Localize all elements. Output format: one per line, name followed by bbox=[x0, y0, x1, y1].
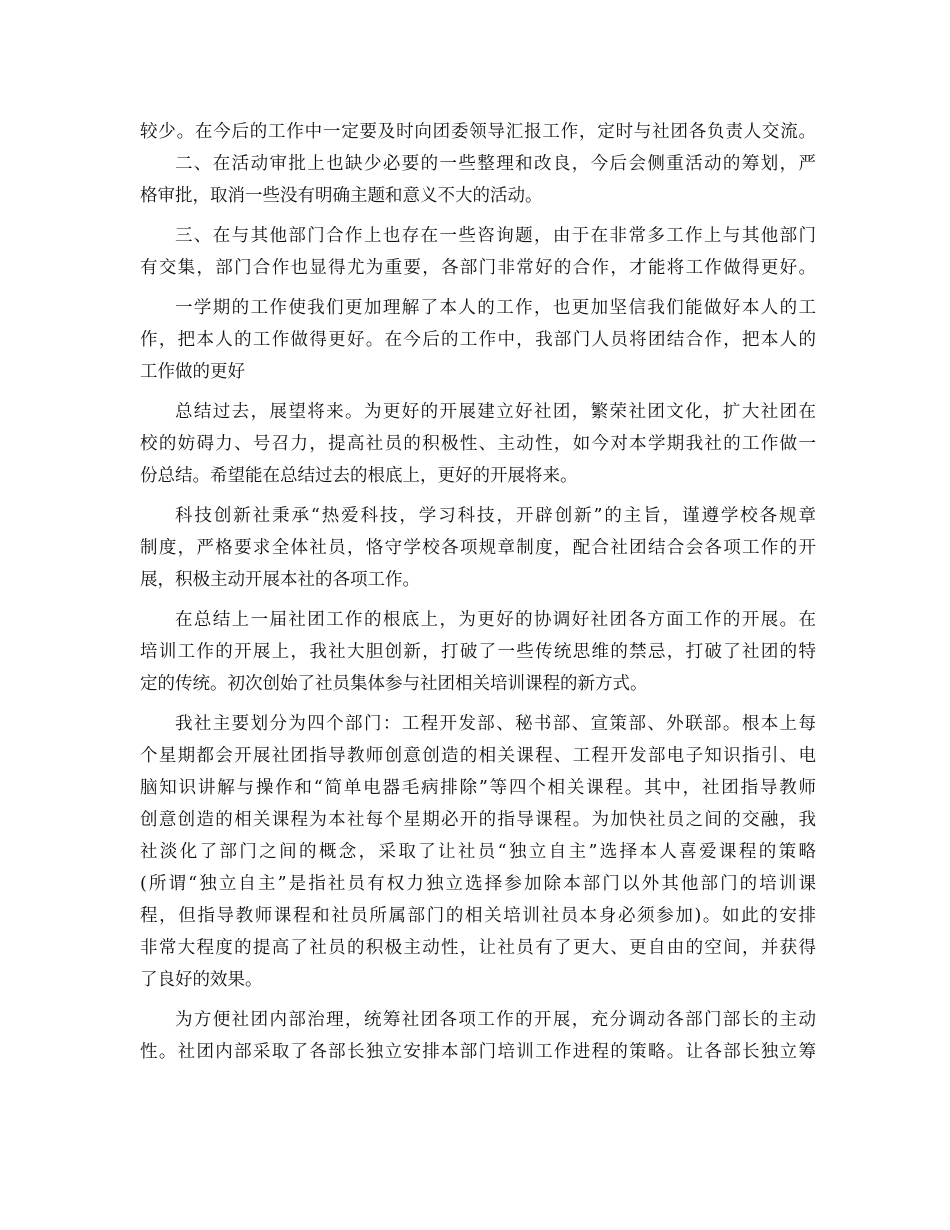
text-line: 有交集，部门合作也显得尤为重要，各部门非常好的合作，才能将工作做得更好。 bbox=[140, 258, 816, 278]
text-line: 非常大程度的提高了社员的积极主动性，让社员有了更大、更自由的空间，并获得 bbox=[140, 938, 816, 958]
text-line: 一学期的工作使我们更加理解了本人的工作，也更加坚信我们能做好本人的工 bbox=[175, 298, 816, 318]
text-line: 作，把本人的工作做得更好。在今后的工作中，我部门人员将团结合作，把本人的 bbox=[140, 330, 816, 350]
text-line: 较少。在今后的工作中一定要及时向团委领导汇报工作，定时与社团各负责人交流。 bbox=[140, 122, 816, 142]
text-line: 份总结。希望能在总结过去的根底上，更好的开展将来。 bbox=[140, 466, 578, 486]
text-line: 性。社团内部采取了各部长独立安排本部门培训工作进程的策略。让各部长独立筹 bbox=[140, 1042, 816, 1062]
text-line: 格审批，取消一些没有明确主题和意义不大的活动。 bbox=[140, 186, 543, 206]
text-line: 脑知识讲解与操作和“简单电器毛病排除”等四个相关课程。其中，社团指导教师 bbox=[140, 778, 816, 798]
text-line: 工作做的更好 bbox=[140, 362, 245, 382]
text-line: 在总结上一届社团工作的根底上，为更好的协调好社团各方面工作的开展。在 bbox=[175, 610, 816, 630]
text-line: 展，积极主动开展本社的各项工作。 bbox=[140, 570, 420, 590]
text-line: 为方便社团内部治理，统筹社团各项工作的开展，充分调动各部门部长的主动 bbox=[175, 1010, 816, 1030]
text-line: 定的传统。初次创始了社员集体参与社团相关培训课程的新方式。 bbox=[140, 674, 648, 694]
text-line: 个星期都会开展社团指导教师创意创造的相关课程、工程开发部电子知识指引、电 bbox=[140, 746, 816, 766]
text-line: 创意创造的相关课程为本社每个星期必开的指导课程。为加快社员之间的交融，我 bbox=[140, 810, 816, 830]
text-line: 总结过去，展望将来。为更好的开展建立好社团，繁荣社团文化，扩大社团在 bbox=[175, 402, 816, 422]
text-line: 校的妨碍力、号召力，提高社员的积极性、主动性，如今对本学期我社的工作做一 bbox=[140, 434, 816, 454]
text-line: 制度，严格要求全体社员，恪守学校各项规章制度，配合社团结合会各项工作的开 bbox=[140, 538, 816, 558]
text-line: 培训工作的开展上，我社大胆创新，打破了一些传统思维的禁忌，打破了社团的特 bbox=[140, 642, 816, 662]
text-line: 了良好的效果。 bbox=[140, 970, 263, 990]
text-line: 我社主要划分为四个部门：工程开发部、秘书部、宣策部、外联部。根本上每 bbox=[175, 714, 816, 734]
text-line: 二、在活动审批上也缺少必要的一些整理和改良，今后会侧重活动的筹划，严 bbox=[175, 154, 816, 174]
text-line: 程，但指导教师课程和社员所属部门的相关培训社员本身必须参加)。如此的安排 bbox=[140, 906, 816, 926]
text-line: 三、在与其他部门合作上也存在一些咨询题，由于在非常多工作上与其他部门 bbox=[175, 226, 816, 246]
text-line: (所谓“独立自主”是指社员有权力独立选择参加除本部门以外其他部门的培训课 bbox=[140, 874, 816, 894]
document-body bbox=[140, 116, 816, 1068]
text-line: 社淡化了部门之间的概念，采取了让社员“独立自主”选择本人喜爱课程的策略 bbox=[140, 842, 816, 862]
text-line: 科技创新社秉承“热爱科技，学习科技，开辟创新”的主旨，谨遵学校各规章 bbox=[175, 506, 816, 526]
